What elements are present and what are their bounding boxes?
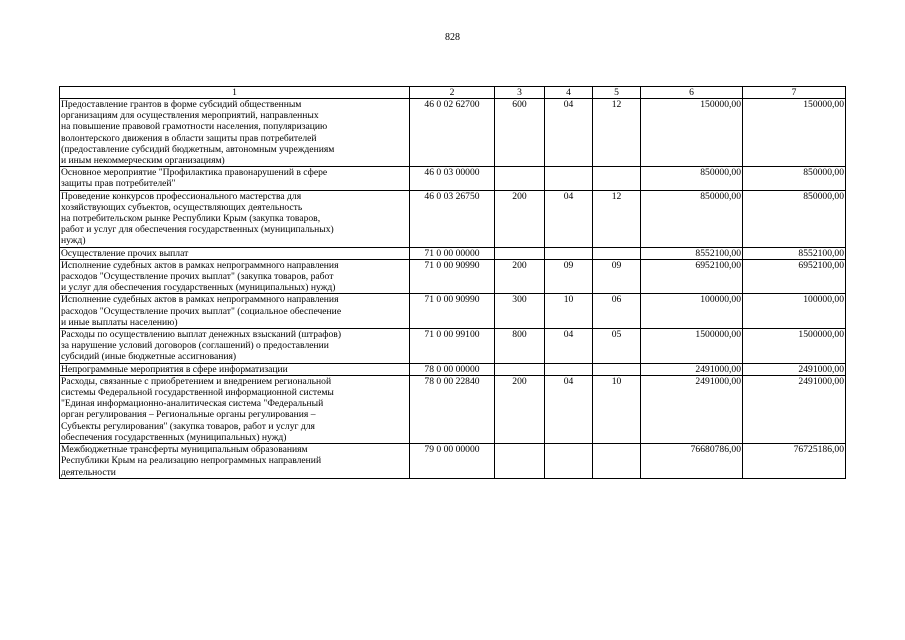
table-body — [60, 99, 846, 479]
section-code: 09 — [545, 259, 593, 294]
section-code: 04 — [545, 99, 593, 167]
table-row — [60, 190, 846, 247]
expense-type-code — [495, 444, 545, 479]
section-code — [545, 444, 593, 479]
target-article-code: 78 0 00 22840 — [410, 375, 495, 443]
row-description — [60, 294, 410, 329]
subsection-code — [593, 363, 641, 375]
target-article-code: 71 0 00 99100 — [410, 329, 495, 364]
amount-year-2: 850000,00 — [743, 167, 846, 190]
description-line: работ и услуг для обеспечения государственных (муниципальных) — [61, 224, 334, 236]
target-article-code: 79 0 00 00000 — [410, 444, 495, 479]
target-article-code: 71 0 00 90990 — [410, 294, 495, 329]
table-row — [60, 444, 846, 479]
table-row — [60, 167, 846, 190]
expense-type-code: 200 — [495, 259, 545, 294]
expense-type-code — [495, 363, 545, 375]
expense-type-code: 200 — [495, 190, 545, 247]
description-line: "Единая информационно-аналитическая система "Федеральный — [61, 398, 324, 410]
description-line: обеспечения государственных (муниципальных) нужд) — [61, 431, 287, 443]
description-line: Исполнение судебных актов в рамках непрограммного направления — [61, 294, 339, 306]
subsection-code: 12 — [593, 190, 641, 247]
header-col-5: 5 — [593, 87, 641, 99]
amount-year-2: 850000,00 — [743, 190, 846, 247]
expense-type-code: 800 — [495, 329, 545, 364]
expense-type-code: 600 — [495, 99, 545, 167]
description-line: Осуществление прочих выплат — [61, 247, 189, 259]
subsection-code — [593, 167, 641, 190]
description-line: Межбюджетные трансферты муниципальным образованиям — [61, 444, 308, 456]
amount-year-2: 2491000,00 — [743, 363, 846, 375]
row-description — [60, 444, 410, 479]
table-row — [60, 329, 846, 364]
subsection-code: 05 — [593, 329, 641, 364]
description-line: волонтерского движения в области защиты прав потребителей — [61, 132, 317, 144]
amount-year-1: 2491000,00 — [641, 375, 743, 443]
description-line: Расходы по осуществлению выплат денежных взысканий (штрафов) — [61, 329, 342, 341]
amount-year-1: 2491000,00 — [641, 363, 743, 375]
target-article-code: 46 0 03 00000 — [410, 167, 495, 190]
section-code: 10 — [545, 294, 593, 329]
table-row — [60, 375, 846, 443]
table-row — [60, 363, 846, 375]
amount-year-2: 6952100,00 — [743, 259, 846, 294]
amount-year-2: 100000,00 — [743, 294, 846, 329]
header-row — [60, 87, 846, 99]
table-row — [60, 294, 846, 329]
section-code — [545, 247, 593, 259]
description-line: за нарушение условий договоров (соглашений) о предоставлении — [61, 340, 329, 352]
header-col-3: 3 — [495, 87, 545, 99]
section-code: 04 — [545, 375, 593, 443]
target-article-code: 46 0 02 62700 — [410, 99, 495, 167]
amount-year-2: 150000,00 — [743, 99, 846, 167]
row-description — [60, 167, 410, 190]
expense-type-code — [495, 247, 545, 259]
target-article-code: 71 0 00 90990 — [410, 259, 495, 294]
table-row — [60, 259, 846, 294]
amount-year-1: 1500000,00 — [641, 329, 743, 364]
target-article-code: 78 0 00 00000 — [410, 363, 495, 375]
subsection-code: 10 — [593, 375, 641, 443]
description-line: расходов "Осуществление прочих выплат" (социальное обеспечение — [61, 305, 342, 317]
description-line: на повышение правовой грамотности населения, популяризацию — [61, 121, 328, 133]
description-line: деятельности — [61, 466, 116, 478]
section-code — [545, 167, 593, 190]
description-line: Непрограммные мероприятия в сфере информатизации — [61, 363, 288, 375]
row-description — [60, 375, 410, 443]
description-line: хозяйствующих субъектов, осуществляющих деятельность — [61, 201, 303, 213]
amount-year-2: 1500000,00 — [743, 329, 846, 364]
description-line: защиты прав потребителей" — [61, 178, 176, 190]
header-col-2: 2 — [410, 87, 495, 99]
description-line: Проведение конкурсов профессионального мастерства для — [61, 190, 302, 202]
description-line: и иным некоммерческим организациям) — [61, 155, 225, 167]
row-description — [60, 259, 410, 294]
description-line: орган регулирования – Региональные органы регулирования – — [61, 409, 316, 421]
description-line: субсидий (иные бюджетные ассигнования) — [61, 351, 237, 363]
expense-type-code — [495, 167, 545, 190]
amount-year-1: 150000,00 — [641, 99, 743, 167]
section-code: 04 — [545, 329, 593, 364]
amount-year-1: 6952100,00 — [641, 259, 743, 294]
row-description — [60, 363, 410, 375]
subsection-code: 09 — [593, 259, 641, 294]
description-line: (предоставление субсидий бюджетным, автономным учреждениям — [61, 143, 335, 155]
description-line: нужд) — [61, 235, 86, 247]
description-line: и иные выплаты населению) — [61, 316, 178, 328]
expense-type-code: 200 — [495, 375, 545, 443]
amount-year-1: 850000,00 — [641, 190, 743, 247]
amount-year-1: 76680786,00 — [641, 444, 743, 479]
row-description — [60, 247, 410, 259]
budget-table — [59, 86, 846, 479]
description-line: Республики Крым на реализацию непрограммных направлений — [61, 455, 322, 467]
row-description — [60, 99, 410, 167]
header-col-1: 1 — [60, 87, 410, 99]
expense-type-code: 300 — [495, 294, 545, 329]
header-col-4: 4 — [545, 87, 593, 99]
amount-year-1: 8552100,00 — [641, 247, 743, 259]
target-article-code: 71 0 00 00000 — [410, 247, 495, 259]
table-row — [60, 99, 846, 167]
page-number: 828 — [445, 32, 460, 43]
subsection-code — [593, 247, 641, 259]
amount-year-1: 100000,00 — [641, 294, 743, 329]
amount-year-2: 2491000,00 — [743, 375, 846, 443]
subsection-code: 06 — [593, 294, 641, 329]
description-line: расходов "Осуществление прочих выплат" (закупка товаров, работ — [61, 271, 334, 283]
subsection-code: 12 — [593, 99, 641, 167]
description-line: Исполнение судебных актов в рамках непрограммного направления — [61, 259, 339, 271]
row-description — [60, 190, 410, 247]
section-code — [545, 363, 593, 375]
section-code: 04 — [545, 190, 593, 247]
amount-year-2: 76725186,00 — [743, 444, 846, 479]
amount-year-2: 8552100,00 — [743, 247, 846, 259]
target-article-code: 46 0 03 26750 — [410, 190, 495, 247]
description-line: на потребительском рынке Республики Крым (закупка товаров, — [61, 213, 321, 225]
amount-year-1: 850000,00 — [641, 167, 743, 190]
description-line: Основное мероприятие "Профилактика правонарушений в сфере — [61, 167, 328, 179]
description-line: Субъекты регулирования" (закупка товаров, работ и услуг для — [61, 420, 315, 432]
table-row — [60, 247, 846, 259]
description-line: системы Федеральной государственной информационной системы — [61, 387, 334, 399]
description-line: организациям для осуществления мероприятий, направленных — [61, 110, 319, 122]
header-col-7: 7 — [743, 87, 846, 99]
description-line: Предоставление грантов в форме субсидий общественным — [61, 99, 302, 110]
header-col-6: 6 — [641, 87, 743, 99]
row-description — [60, 329, 410, 364]
subsection-code — [593, 444, 641, 479]
description-line: Расходы, связанные с приобретением и внедрением региональной — [61, 375, 332, 387]
description-line: и услуг для обеспечения государственных (муниципальных) нужд) — [61, 282, 336, 294]
